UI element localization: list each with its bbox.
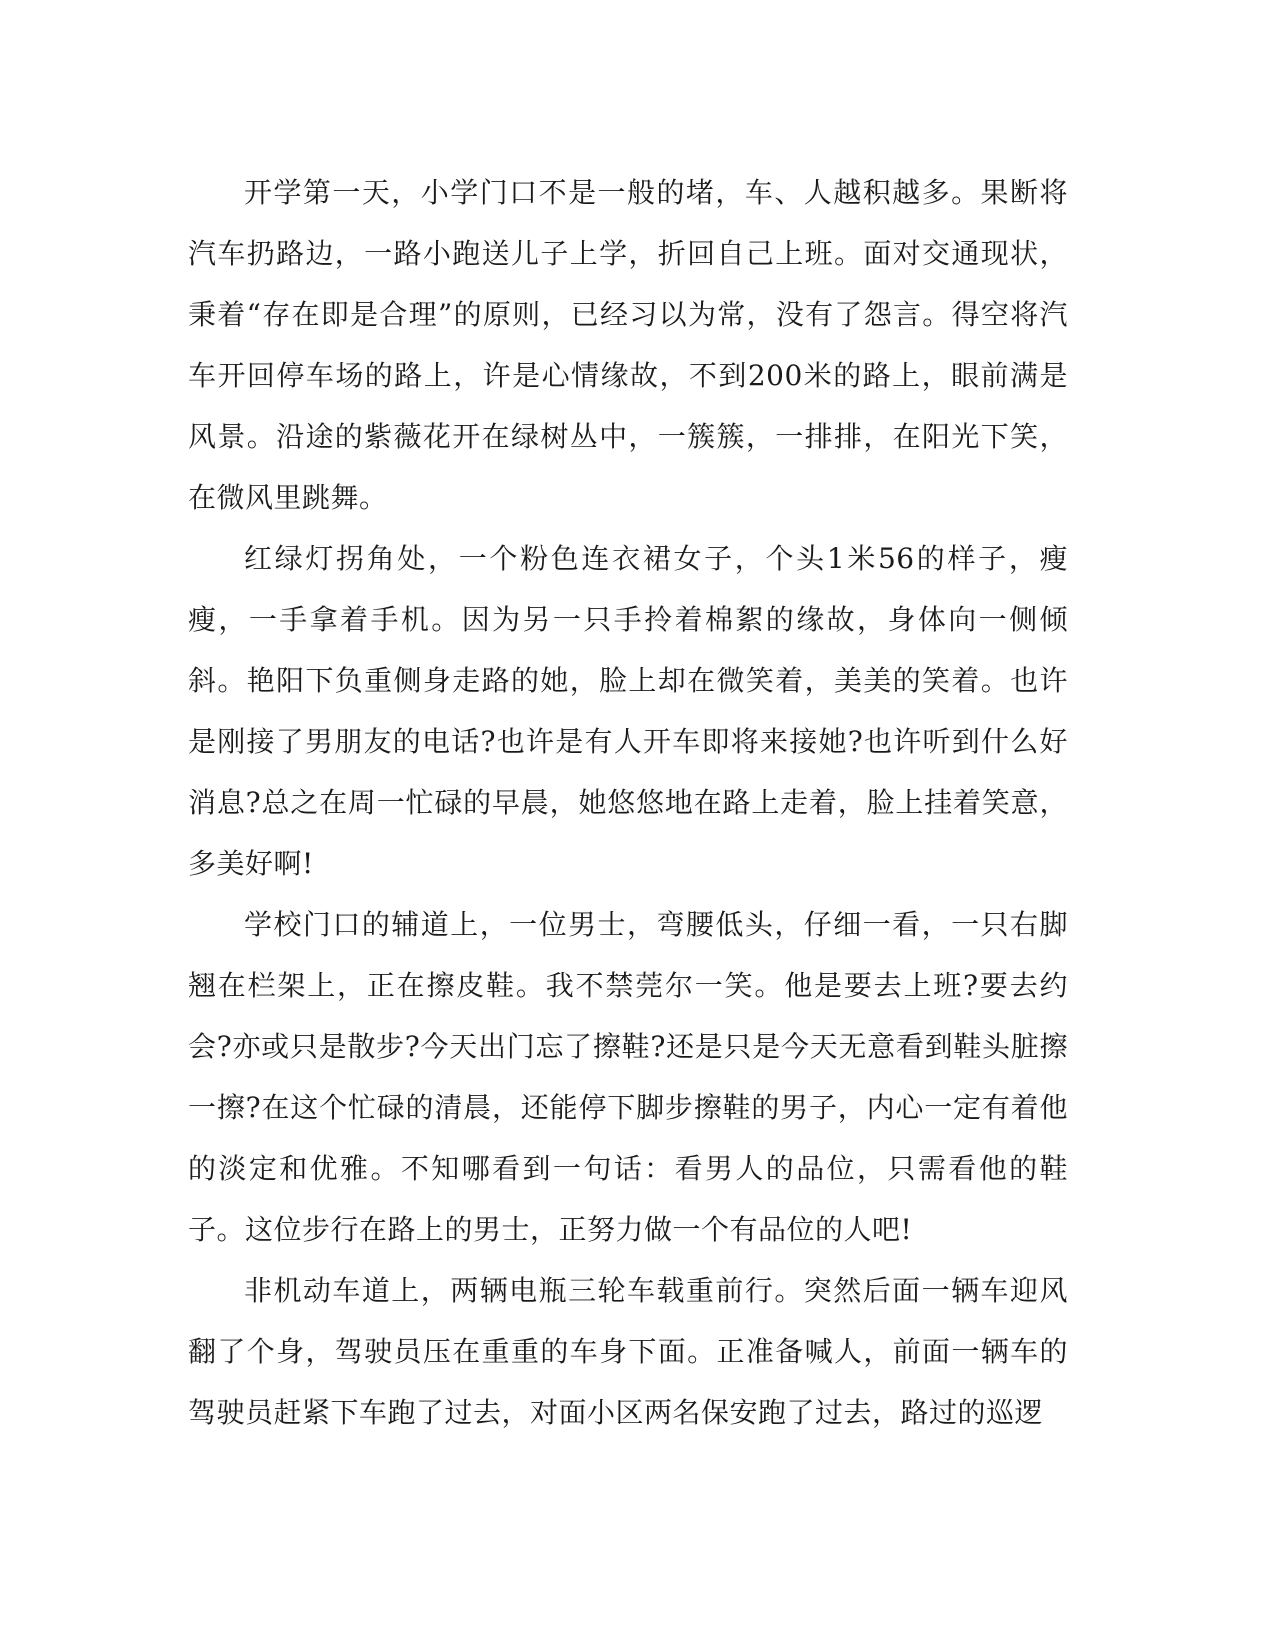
article-body	[188, 162, 1068, 1443]
paragraph-4: 非机动车道上，两辆电瓶三轮车载重前行。突然后面一辆车迎风翻了个身，驾驶员压在重重的车身下面。正准备喊人，前面一辆车的驾驶员赶紧下车跑了过去，对面小区两名保安跑了过去，路过的巡逻	[188, 1274, 1068, 1429]
paragraph-3: 学校门口的辅道上，一位男士，弯腰低头，仔细一看，一只右脚翘在栏架上，正在擦皮鞋。我不禁莞尔一笑。他是要去上班?要去约会?亦或只是散步?今天出门忘了擦鞋?还是只是今天无意看到鞋头脏擦一擦?在这个忙碌的清晨，还能停下脚步擦鞋的男子，内心一定有着他的淡定和优雅。不知哪看到一句话：看男人的品位，只需看他的鞋子。这位步行在路上的男士，正努力做一个有品位的人吧!	[188, 908, 1068, 1246]
paragraph-1: 开学第一天，小学门口不是一般的堵，车、人越积越多。果断将汽车扔路边，一路小跑送儿子上学，折回自己上班。面对交通现状，秉着“存在即是合理”的原则，已经习以为常，没有了怨言。得空将汽车开回停车场的路上，许是心情缘故，不到200米的路上，眼前满是风景。沿途的紫薇花开在绿树丛中，一簇簇，一排排，在阳光下笑，在微风里跳舞。	[188, 176, 1068, 514]
paragraph-2: 红绿灯拐角处，一个粉色连衣裙女子，个头1米56的样子，瘦瘦，一手拿着手机。因为另一只手拎着棉絮的缘故，身体向一侧倾斜。艳阳下负重侧身走路的她，脸上却在微笑着，美美的笑着。也许是刚接了男朋友的电话?也许是有人开车即将来接她?也许听到什么好消息?总之在周一忙碌的早晨，她悠悠地在路上走着，脸上挂着笑意，多美好啊!	[188, 542, 1068, 880]
